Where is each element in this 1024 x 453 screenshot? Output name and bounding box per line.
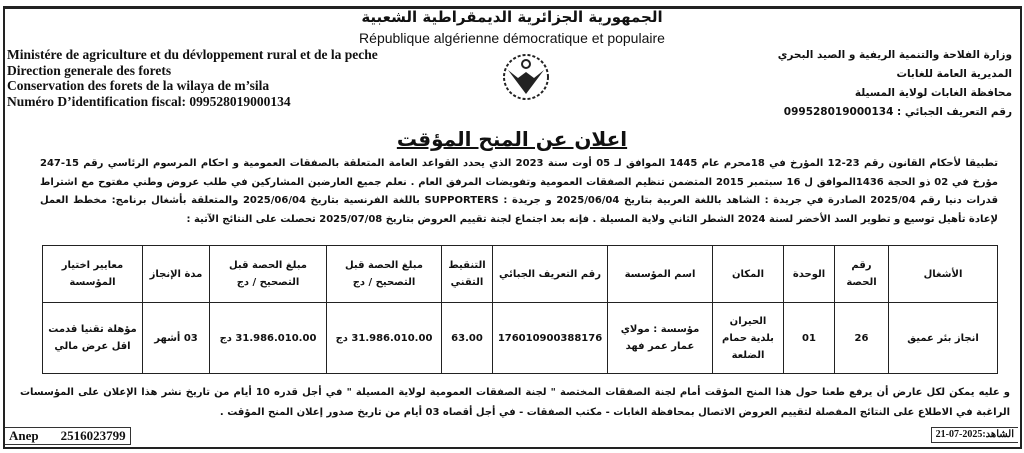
republic-title-ar: الجمهورية الجزائرية الديمقراطية الشعبية xyxy=(361,8,663,26)
results-table xyxy=(42,245,998,374)
table-header-row xyxy=(43,246,998,303)
fr-line: Numéro D’identification fiscal: 099528019000134 xyxy=(7,93,291,109)
cell: مؤسسة : مولاي عمار عمر فهد xyxy=(608,303,713,374)
ar-line: وزارة الفلاحة والتنمية الريفية و الصيد البحري xyxy=(777,49,1012,61)
ministry-block-fr xyxy=(7,47,378,109)
col-header: مبلغ الحصة قبل التصحيح / دج xyxy=(327,246,442,303)
ar-line: المديرية العامة للغابات xyxy=(896,68,1012,80)
col-header: الأشغال xyxy=(889,246,998,303)
col-header: رقم التعريف الجبائي xyxy=(493,246,608,303)
fr-line: Conservation des forets de la wilaya de m’sila xyxy=(7,78,270,93)
cell: انجاز بئر عميق xyxy=(889,303,998,374)
cell: 01 xyxy=(784,303,835,374)
anep-label: Anep xyxy=(9,428,39,443)
cell: 31.986.010.00 دج xyxy=(327,303,442,374)
col-header: الوحدة xyxy=(784,246,835,303)
national-emblem-icon xyxy=(498,52,554,102)
republic-title-fr: République algérienne démocratique et populaire xyxy=(359,30,665,46)
anep-box xyxy=(5,427,131,445)
publication-date: الشاهد:2025-07-21 xyxy=(931,427,1018,443)
col-header: التنقيط التقني xyxy=(442,246,493,303)
anep-number: 2516023799 xyxy=(60,428,126,443)
fr-line: Ministére de agriculture et du dévloppement rural et de la peche xyxy=(7,47,378,62)
col-header: المكان xyxy=(713,246,784,303)
appeal-notice: و عليه يمكن لكل عارض أن يرفع طعنا حول هذا المنح المؤقت أمام لجنة الصفقات المختصة " لجنة الصفقات العمومية لولاية المسيلة " في أجل قدره 10 أيام من تاريخ نشر هذا الإعلان على المؤسسات الراغبة في الاطلاع على النتائج المفصلة لتقييم العروض الاتصال بمحافظة الغابات - مكتب الصفقات - في أجل أقصاه 03 أيام من تاريخ صدور إعلان المنح المؤقت . xyxy=(20,387,1010,418)
col-header: مدة الإنجاز xyxy=(143,246,210,303)
cell: 63.00 xyxy=(442,303,493,374)
cell: 03 أشهر xyxy=(143,303,210,374)
cell: 31.986.010.00 دج xyxy=(210,303,327,374)
cell: الحيران بلدية حمام الضلعة xyxy=(713,303,784,374)
table-row xyxy=(43,303,998,374)
cell: مؤهلة تقنيا قدمت اقل عرض مالي xyxy=(43,303,143,374)
notice-body: تطبيقا لأحكام القانون رقم 23-12 المؤرخ في 18محرم عام 1445 الموافق لـ 05 أوت سنة 2023 الذي يحدد القواعد العامة المتعلقة بالصفقات العمومية و احكام المرسوم الرئاسي رقم 15-247 مؤرخ في 02 ذو الحجة 1436الموافق ل 16 سبتمبر 2015 المتضمن تنظيم الصفقات العمومية وتفويضات المرفق العام . نعلم جميع العارضين المشاركين في طلب عروض وطني مفتوح مع اشتراط قدرات دنيا رقم 2025/04 الصادرة في جريدة : الشاهد باللغة العربية بتاريخ 2025/06/04 و جريدة : SUPPORTERS باللغة الفرنسية بتاريخ 2025/06/04 والمتعلقة بأشغال برنامج: مخطط العمل لإعادة تأهيل توسيع و تطوير السد الأخضر لسنة 2024 الشطر الثاني ولاية المسيلة . فإنه بعد اجتماع لجنة تقييم العروض بتاريخ 2025/07/08 تحصلت على النتائج الآتية : xyxy=(40,158,999,225)
col-header: اسم المؤسسة xyxy=(608,246,713,303)
ministry-block-ar xyxy=(778,46,1012,122)
fr-line: Direction generale des forets xyxy=(7,62,172,78)
ar-line: رقم التعريف الجبائي : 099528019000134 xyxy=(783,106,1012,118)
col-header: رقم الحصة xyxy=(835,246,889,303)
notice-title: اعلان عن المنح المؤقت xyxy=(396,127,628,151)
col-header: مبلغ الحصة قبل التصحيح / دج xyxy=(210,246,327,303)
cell: 26 xyxy=(835,303,889,374)
cell: 176010900388176 xyxy=(493,303,608,374)
col-header: معايير اختيار المؤسسة xyxy=(43,246,143,303)
ar-line: محافظة الغابات لولاية المسيلة xyxy=(854,87,1012,99)
